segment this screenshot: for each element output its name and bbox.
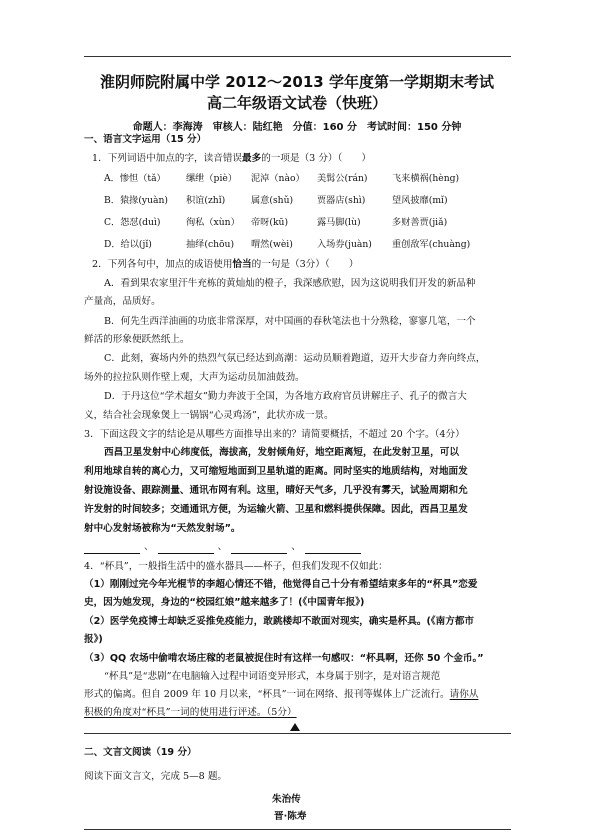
q3-passage-line3: 射设施设备、跟踪测量、通讯布网有利。这里，晴好天气多，几乎没有雾天，试验周期和允 xyxy=(84,485,468,496)
q2-option-b-line2: 鲜活的形象便跃然纸上。 xyxy=(84,334,190,345)
top-rule xyxy=(84,56,511,57)
section1-heading: 一、语言文字运用（15 分） xyxy=(84,134,207,145)
q4-example-1-line1: （1）刚刚过完今年光棍节的李超心情还不错，他觉得自己十分有希望结束多年的“杯具”恋爱 xyxy=(84,579,478,590)
section2-heading: 二、文言文阅读（19 分） xyxy=(84,747,197,758)
q4-example-1-line2: 史，因为她发现，身边的“校园红娘”越来越多了！(《中国青年报》) xyxy=(84,597,365,608)
q3-passage-line5: 射中心发射场被称为“天然发射场”。 xyxy=(84,523,241,534)
q1-row-c-c5: 多财善贾(jiǎ) xyxy=(392,217,448,228)
exam-title: 淮阴师院附属中学 2012～2013 学年度第一学期期末考试 xyxy=(100,73,494,91)
q3-stem: 3．下面这段文字的结论是从哪些方面推导出来的？请简要概括，不超过 20 个字。（4分） xyxy=(84,429,465,440)
exam-subtitle: 高二年级语文试卷（快班） xyxy=(206,94,387,112)
q3-passage-line4: 许发射的时间较多；交通通讯方便，为运输火箭、卫星和燃料提供保障。因此，西昌卫星发 xyxy=(84,504,468,515)
q1-row-b-c4: 贾器店(shì) xyxy=(317,195,366,206)
q1-row-c-c2: 徇私（xùn） xyxy=(186,217,240,228)
q4-note-line1: “杯具”是“悲剧”在电脑输入过程中词语变异形式，本身属于别字，是对语言规范 xyxy=(104,671,441,682)
q2-option-d-line2: 义，结合社会现象煲上一锅锅“心灵鸡汤”，此状亦成一景。 xyxy=(84,410,334,421)
section2-intro: 阅读下面文言文，完成 5—8 题。 xyxy=(84,771,228,782)
q1-row-d-c4: 入场券(juàn) xyxy=(317,239,372,250)
q1-row-b-c3: 属意(shǔ) xyxy=(251,195,294,206)
q1-row-b-c1: B．猿掾(yuàn) xyxy=(104,195,168,206)
q4-example-2-line1: （2）医学免疫博士却缺乏妥推免疫能力，敢跳楼却不敢面对现实，确实是杯具。(《南方都市 xyxy=(84,616,475,627)
q1-row-b-c2: 积谊(zhǐ) xyxy=(186,195,226,206)
section-divider xyxy=(84,733,511,734)
q2-option-c-line1: C．此刻，赛场内外的热烈气氛已经达到高潮：运动员顺着跑道，迈开大步奋力奔向终点， xyxy=(104,353,486,364)
q1-row-d-c2: 抽绎(chōu) xyxy=(186,239,235,250)
q4-note-line2: 形式的偏离。但自 2009 年 10 月以来，“杯具”一词在网络、报刊等媒体上广泛流行。请你从 xyxy=(84,689,479,700)
q3-passage-line1: 西昌卫星发射中心纬度低，海拔高，发射倾角好，地空距离短，在此发射卫星，可以 xyxy=(104,447,459,458)
q1-row-c-c1: C．怨怼(duì) xyxy=(104,217,161,228)
answer-blank-1[interactable] xyxy=(84,543,140,554)
q2-option-b-line1: B．何先生西洋油画的功底非常深厚，对中国画的春秋笔法也十分熟稔，寥寥几笔，一个 xyxy=(104,316,476,327)
triangle-divider-icon xyxy=(290,723,300,731)
q2-option-a-line2: 产量高，品质好。 xyxy=(84,296,161,307)
q2-option-d-line1: D．于丹这位“学术超女”勤力奔波于全国，为各地方政府官员讲解庄子、孔子的微言大 xyxy=(104,391,467,402)
q4-example-2-line2: 报》) xyxy=(84,634,103,645)
q4-stem: 4．“杯具”，一般指生活中的盛水器具——杯子，但我们发现不仅如此： xyxy=(84,561,388,572)
q3-answer-blanks: 、 、 、 xyxy=(84,540,365,554)
q1-row-b-c5: 望风披靡(mǐ) xyxy=(392,195,448,206)
answer-blank-3[interactable] xyxy=(231,543,287,554)
passage-author: 晋·陈寿 xyxy=(274,811,307,822)
q2-option-a-line1: A．看到果农家里汗牛充栋的黄灿灿的橙子，我深感欣慰，因为这说明我们开发的新品种 xyxy=(104,278,476,289)
q2-stem: 2．下列各句中，加点的成语使用恰当的一句是（3分）（ ） xyxy=(92,259,359,270)
q1-row-d-c1: D．给以(jǐ) xyxy=(104,239,152,250)
answer-blank-4[interactable] xyxy=(305,543,361,554)
q1-row-a-c2: 缧绁（piè） xyxy=(186,173,238,184)
q2-option-c-line2: 场外的拉拉队则作壁上观，大声为运动员加油鼓劲。 xyxy=(84,372,305,383)
q1-row-c-c3: 帝呀(kū) xyxy=(251,217,289,228)
answer-blank-2[interactable] xyxy=(158,543,214,554)
bottom-rule xyxy=(84,829,511,830)
q1-row-d-c3: 喟然(wèi) xyxy=(251,239,293,250)
q1-row-a-c1: A．惨怛（tǎ） xyxy=(104,173,166,184)
q4-example-3: （3）QQ 农场中偷啃农场庄稼的老鼠被捉住时有这样一句感叹：“杯具啊，还你 50 个金币。” xyxy=(84,653,484,664)
exam-meta: 命题人：李海涛 审核人：陆红艳 分值：160 分 考试时间：150 分钟 xyxy=(132,122,462,133)
q1-row-a-c4: 美髯公(rán) xyxy=(317,173,368,184)
q4-note-line3: 积极的角度对“杯具”一词的使用进行评述。（5分） xyxy=(84,707,297,718)
q1-row-a-c5: 飞来横祸(hèng) xyxy=(392,173,460,184)
q1-stem: 1．下列词语中加点的字，读音错误最多的一项是（3 分）（ ） xyxy=(92,153,372,164)
q1-row-d-c5: 重创敌军(chuàng) xyxy=(392,239,471,250)
q1-row-a-c3: 泥淖（nào） xyxy=(251,173,305,184)
q3-passage-line2: 利用地球自转的离心力，又可缩短地面到卫星轨道的距离。同时坚实的地质结构，对地面发 xyxy=(84,466,468,477)
q1-row-c-c4: 露马脚(lù) xyxy=(317,217,361,228)
passage-title: 朱治传 xyxy=(272,794,301,805)
